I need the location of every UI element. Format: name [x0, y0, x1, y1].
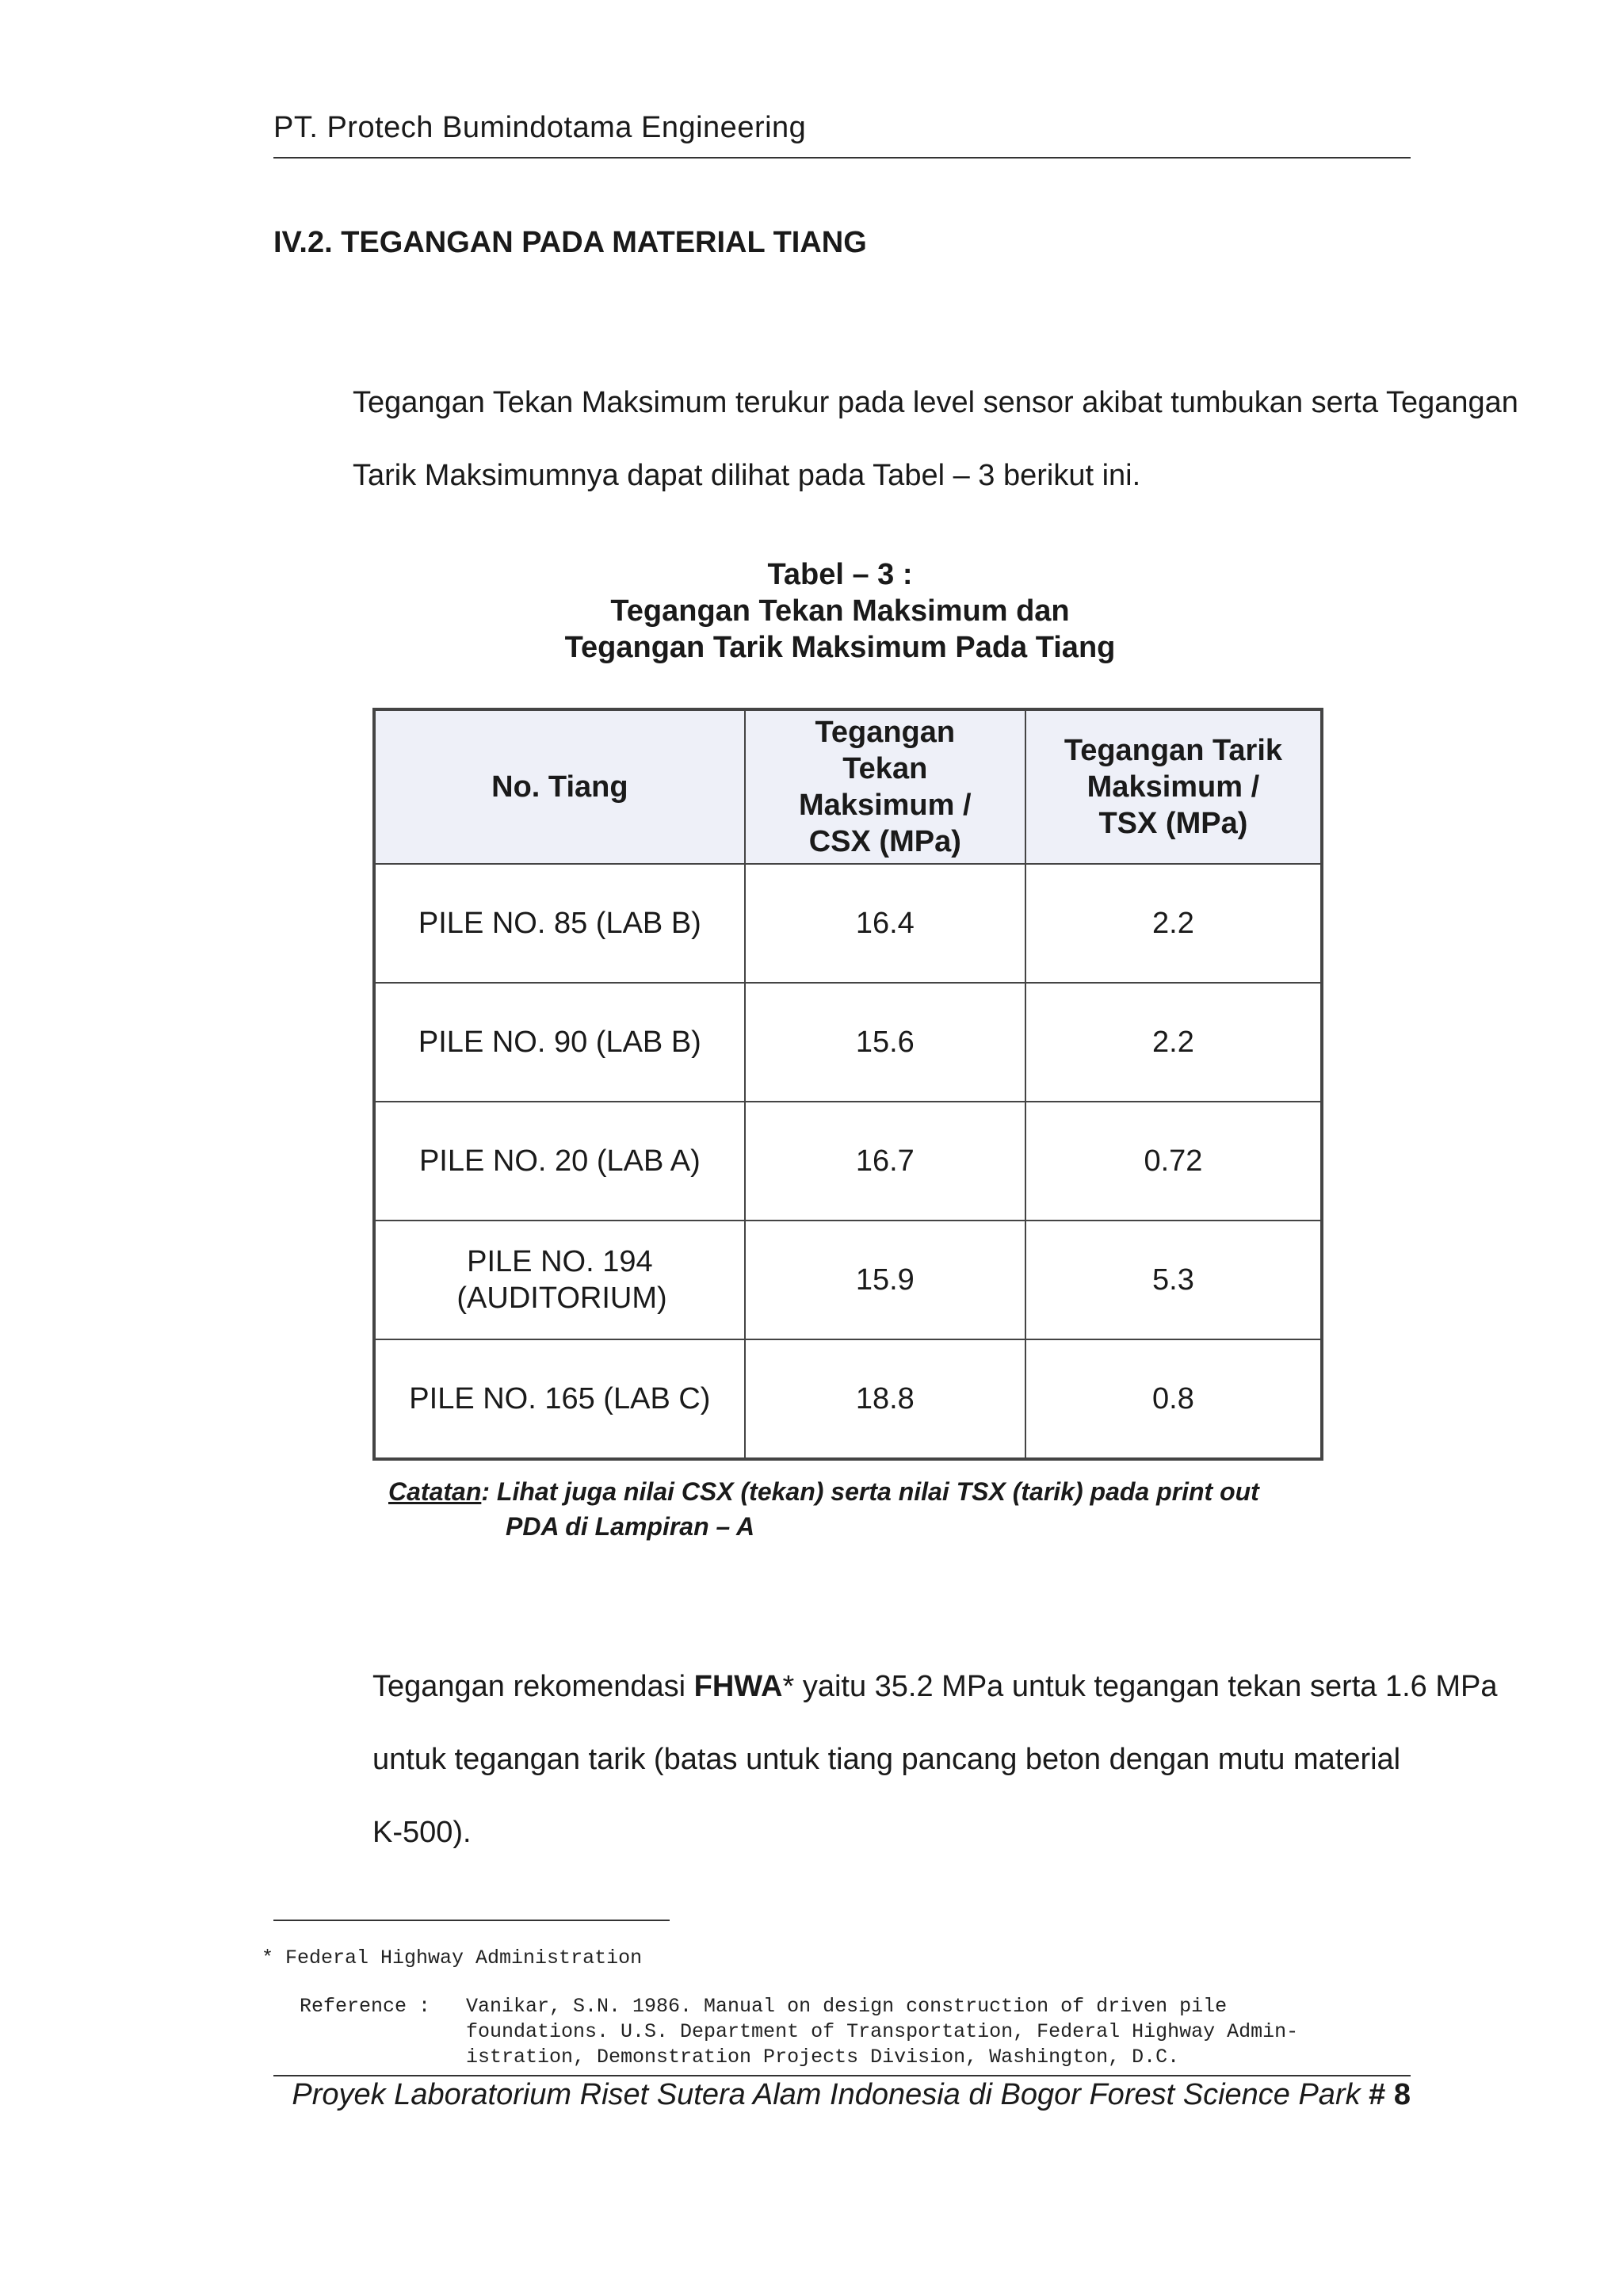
footnote-reference — [300, 1994, 1298, 2070]
note-label: Catatan — [388, 1477, 482, 1506]
intro-line-1: Tegangan Tekan Maksimum terukur pada level sensor akibat tumbukan serta Tegangan — [353, 386, 1518, 419]
recommendation-line-2: untuk tegangan tarik (batas untuk tiang pancang beton dengan mutu material K-500). — [372, 1743, 1401, 1849]
intro-paragraph — [353, 366, 1518, 512]
caption-line-2: Tegangan Tekan Maksimum dan — [610, 594, 1070, 628]
table-row — [374, 1102, 1322, 1221]
footer-divider — [273, 2075, 1411, 2076]
caption-line-1: Tabel – 3 : — [767, 558, 913, 591]
footnote-fhwa: * Federal Highway Administration — [262, 1946, 643, 1969]
cell-tsx: 0.8 — [1025, 1339, 1322, 1459]
intro-line-2: Tarik Maksimumnya dapat dilihat pada Tabel – 3 berikut ini. — [353, 459, 1141, 492]
section-title: IV.2. TEGANGAN PADA MATERIAL TIANG — [273, 226, 867, 259]
cell-pile — [374, 1221, 745, 1339]
table-header-row — [374, 709, 1322, 864]
cell-csx: 16.7 — [745, 1102, 1025, 1221]
company-header: PT. Protech Bumindotama Engineering — [273, 111, 807, 144]
header-tsx-text: Tegangan Tarik Maksimum / TSX (MPa) — [1064, 734, 1283, 840]
table-note — [388, 1474, 1308, 1544]
header-tsx — [1025, 709, 1322, 864]
cell-pile: PILE NO. 90 (LAB B) — [374, 983, 745, 1102]
fhwa-term: FHWA — [693, 1670, 783, 1703]
table-caption — [317, 556, 1363, 666]
reference-line-3: istration, Demonstration Projects Division, Washington, D.C. — [466, 2046, 1180, 2069]
page-footer — [273, 2078, 1411, 2112]
reference-label: Reference : — [300, 1995, 431, 2018]
table-row — [374, 1339, 1322, 1459]
cell-tsx: 0.72 — [1025, 1102, 1322, 1221]
header-divider — [273, 157, 1411, 159]
cell-tsx: 2.2 — [1025, 983, 1322, 1102]
header-pile-no: No. Tiang — [374, 709, 745, 864]
cell-pile: PILE NO. 165 (LAB C) — [374, 1339, 745, 1459]
table-row — [374, 1221, 1322, 1339]
table-row — [374, 864, 1322, 983]
recommendation-paragraph — [372, 1650, 1498, 1869]
cell-csx: 15.9 — [745, 1221, 1025, 1339]
footer-text: Proyek Laboratorium Riset Sutera Alam Indonesia di Bogor Forest Science Park — [292, 2078, 1361, 2111]
cell-csx: 15.6 — [745, 983, 1025, 1102]
reference-line-2: foundations. U.S. Department of Transportation, Federal Highway Admin- — [466, 2020, 1299, 2043]
header-csx-text: Tegangan Tekan Maksimum / CSX (MPa) — [799, 716, 972, 858]
cell-pile-text: PILE NO. 194 (AUDITORIUM) — [456, 1245, 667, 1315]
note-text-2: PDA di Lampiran – A — [506, 1512, 755, 1541]
reference-line-1: Vanikar, S.N. 1986. Manual on design construction of driven pile — [466, 1995, 1228, 2018]
table-row — [374, 983, 1322, 1102]
stress-table — [372, 708, 1323, 1461]
cell-tsx: 5.3 — [1025, 1221, 1322, 1339]
cell-pile: PILE NO. 20 (LAB A) — [374, 1102, 745, 1221]
caption-line-3: Tegangan Tarik Maksimum Pada Tiang — [564, 631, 1116, 664]
recommendation-post: * yaitu 35.2 MPa untuk tegangan tekan serta 1.6 MPa — [782, 1670, 1498, 1703]
page-number: # 8 — [1369, 2078, 1411, 2111]
cell-csx: 16.4 — [745, 864, 1025, 983]
cell-pile: PILE NO. 85 (LAB B) — [374, 864, 745, 983]
note-text-1: : Lihat juga nilai CSX (tekan) serta nilai TSX (tarik) pada print out — [481, 1477, 1259, 1506]
cell-csx: 18.8 — [745, 1339, 1025, 1459]
header-csx — [745, 709, 1025, 864]
recommendation-pre: Tegangan rekomendasi — [372, 1670, 694, 1703]
cell-tsx: 2.2 — [1025, 864, 1322, 983]
footnote-divider — [273, 1920, 670, 1921]
recommendation-line-1 — [372, 1650, 1498, 1723]
